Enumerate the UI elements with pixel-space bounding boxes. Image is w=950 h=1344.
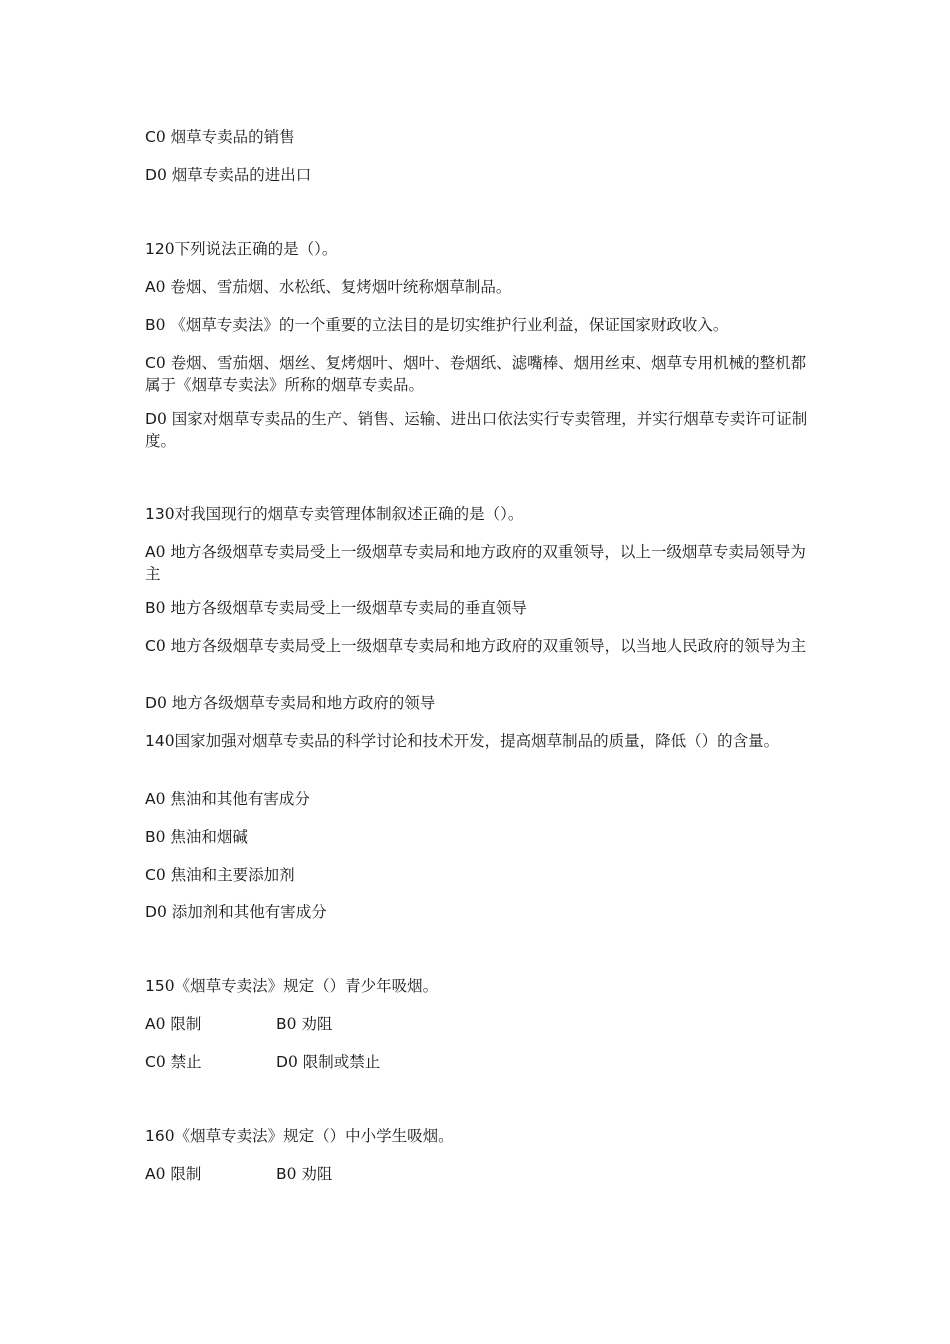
option-text: 0 卷烟、雪茄烟、烟丝、复烤烟叶、烟叶、卷烟纸、滤嘴棒、烟用丝束、烟草专用机械的整机都属于《烟草专卖法》所称的烟草专卖品。 <box>145 354 807 394</box>
option-letter: A <box>145 543 156 561</box>
question-number: 12 <box>145 240 165 258</box>
q14-option-d <box>145 901 327 923</box>
question-number: 16 <box>145 1127 165 1145</box>
q13-option-c <box>145 635 810 657</box>
q12-option-c <box>145 352 810 396</box>
question-text: 0下列说法正确的是（）。 <box>164 240 338 258</box>
q14-stem <box>145 730 810 752</box>
q16-option-a <box>145 1165 201 1183</box>
q11-option-c <box>145 126 295 148</box>
option-letter: A <box>145 1165 156 1183</box>
option-letter: B <box>276 1015 287 1033</box>
option-letter: D <box>145 694 157 712</box>
option-letter: D <box>145 903 157 921</box>
option-letter: A <box>145 278 156 296</box>
question-number: 13 <box>145 505 165 523</box>
q13-option-d <box>145 692 435 714</box>
option-letter: C <box>145 1053 156 1071</box>
q14-option-a <box>145 788 310 810</box>
option-text: 0 限制 <box>155 1165 202 1183</box>
option-letter: C <box>145 637 156 655</box>
option-text: 0 国家对烟草专卖品的生产、销售、运输、进出口依法实行专卖管理，并实行烟草专卖许可证制度。 <box>145 410 808 450</box>
q15-options-row-2 <box>145 1051 810 1073</box>
question-text: 0国家加强对烟草专卖品的科学讨论和技术开发，提高烟草制品的质量，降低（）的含量。 <box>164 732 780 750</box>
option-text: 0 焦油和其他有害成分 <box>155 790 310 808</box>
option-text: 0 焦油和烟碱 <box>155 828 248 846</box>
option-letter: D <box>276 1053 288 1071</box>
q16-options-row-1 <box>145 1163 810 1185</box>
option-letter: C <box>145 128 156 146</box>
option-text: 0 地方各级烟草专卖局受上一级烟草专卖局和地方政府的双重领导，以当地人民政府的领导为主 <box>155 637 807 655</box>
option-letter: C <box>145 866 156 884</box>
option-text: 0 烟草专卖品的销售 <box>155 128 295 146</box>
option-text: 0 禁止 <box>155 1053 202 1071</box>
option-letter: B <box>145 316 156 334</box>
q15-options-row-1 <box>145 1013 810 1035</box>
question-text: 0《烟草专卖法》规定（）中小学生吸烟。 <box>164 1127 454 1145</box>
option-letter: B <box>145 828 156 846</box>
q15-option-c <box>145 1053 202 1071</box>
q15-option-a <box>145 1015 201 1033</box>
q15-option-b <box>276 1013 332 1035</box>
q16-option-b <box>276 1163 332 1185</box>
question-text: 0《烟草专卖法》规定（）青少年吸烟。 <box>164 977 439 995</box>
q12-stem <box>145 238 337 260</box>
option-text: 0 添加剂和其他有害成分 <box>156 903 327 921</box>
option-letter: B <box>145 599 156 617</box>
q12-option-d <box>145 408 810 452</box>
q16-stem <box>145 1125 454 1147</box>
option-text: 0 地方各级烟草专卖局受上一级烟草专卖局和地方政府的双重领导，以上一级烟草专卖局领导为主 <box>145 543 806 583</box>
q11-option-d <box>145 164 311 186</box>
option-letter: A <box>145 790 156 808</box>
question-text: 0对我国现行的烟草专卖管理体制叙述正确的是（）。 <box>164 505 524 523</box>
q13-option-a <box>145 541 810 585</box>
q15-option-d <box>276 1051 380 1073</box>
document-page <box>145 0 810 1344</box>
option-text: 0 限制或禁止 <box>287 1053 381 1071</box>
question-number: 15 <box>145 977 165 995</box>
option-text: 0 地方各级烟草专卖局和地方政府的领导 <box>156 694 436 712</box>
option-letter: B <box>276 1165 287 1183</box>
question-number: 14 <box>145 732 165 750</box>
option-letter: D <box>145 166 157 184</box>
option-text: 0 卷烟、雪茄烟、水松纸、复烤烟叶统称烟草制品。 <box>155 278 512 296</box>
q15-stem <box>145 975 438 997</box>
option-letter: C <box>145 354 156 372</box>
option-text: 0 烟草专卖品的进出口 <box>156 166 312 184</box>
option-text: 0 限制 <box>155 1015 202 1033</box>
q12-option-b <box>145 314 728 336</box>
option-text: 0 《烟草专卖法》的一个重要的立法目的是切实维护行业利益，保证国家财政收入。 <box>155 316 729 334</box>
q13-option-b <box>145 597 527 619</box>
option-letter: D <box>145 410 157 428</box>
option-letter: A <box>145 1015 156 1033</box>
q13-stem <box>145 503 523 525</box>
q14-option-b <box>145 826 248 848</box>
q14-option-c <box>145 864 295 886</box>
option-text: 0 劝阻 <box>286 1015 333 1033</box>
option-text: 0 地方各级烟草专卖局受上一级烟草专卖局的垂直领导 <box>155 599 527 617</box>
q12-option-a <box>145 276 511 298</box>
option-text: 0 焦油和主要添加剂 <box>155 866 295 884</box>
option-text: 0 劝阻 <box>286 1165 333 1183</box>
